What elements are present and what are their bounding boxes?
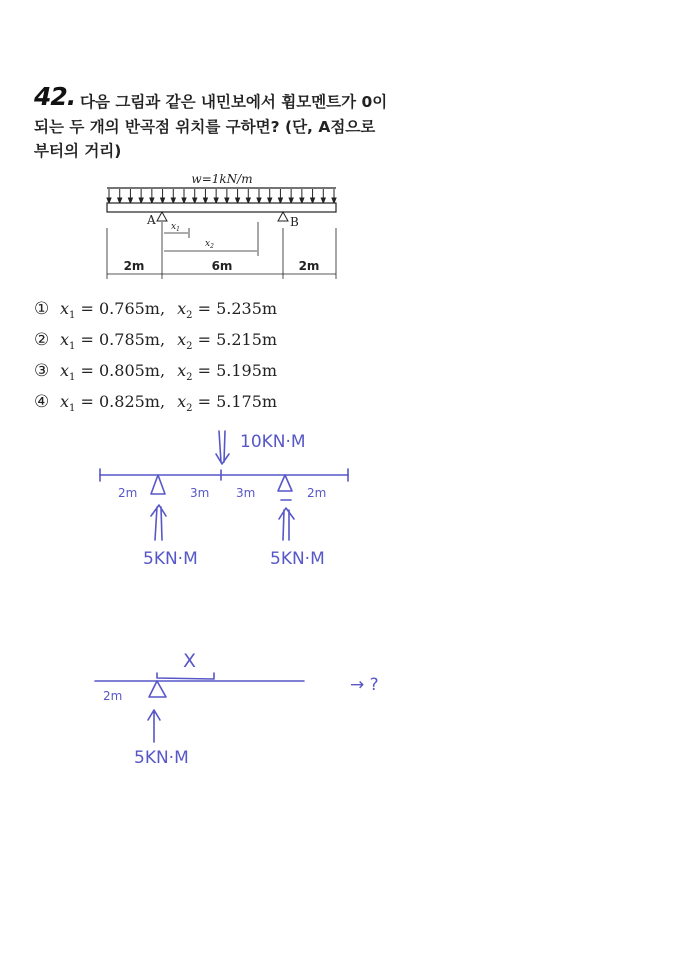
load-arrowhead <box>225 198 229 203</box>
question-line-3: 부터의 거리) <box>34 142 122 160</box>
load-arrowhead <box>171 198 175 203</box>
hw-reaction-a-arrow-icon <box>151 505 166 540</box>
hw-seg3: 3m <box>236 486 256 500</box>
sub-2: 2 <box>186 403 193 415</box>
comma: , <box>159 361 166 380</box>
hw-support-icon <box>149 681 166 697</box>
hw-seg4: 2m <box>307 486 327 500</box>
sub-1: 1 <box>69 372 76 384</box>
hw-load-arrow-icon <box>216 431 229 464</box>
equals: = <box>80 330 94 349</box>
support-b-label: B <box>290 215 299 229</box>
answer-option <box>34 390 277 421</box>
dim-right: 2m <box>298 259 320 273</box>
option-x1-value: 0.785m <box>99 330 160 349</box>
option-x2-value: 5.175m <box>216 392 278 411</box>
beam <box>107 203 336 212</box>
sub-2: 2 <box>186 372 193 384</box>
option-number: ④ <box>34 392 50 412</box>
option-number: ③ <box>34 361 50 381</box>
support-a-label: A <box>147 213 156 227</box>
load-arrowhead <box>332 198 336 203</box>
support-b-icon <box>278 212 288 221</box>
equals: = <box>197 392 211 411</box>
load-arrowhead <box>118 198 122 203</box>
option-number: ② <box>34 330 50 350</box>
hw-reaction-arrow-icon <box>148 710 160 742</box>
var-x: x <box>177 392 187 411</box>
load-arrowhead <box>289 198 293 203</box>
load-arrowhead <box>193 198 197 203</box>
sub-2: 2 <box>186 341 193 353</box>
load-arrowhead <box>257 198 261 203</box>
hw-top-load: 10KN·M <box>240 432 306 452</box>
support-a-icon <box>157 212 167 221</box>
load-arrowhead <box>246 198 250 203</box>
var-x: x <box>60 392 70 411</box>
hw-seg2: 3m <box>190 486 210 500</box>
hw-support-a-icon <box>151 475 165 494</box>
sub-2: 2 <box>186 310 193 322</box>
load-arrowhead <box>203 198 207 203</box>
load-arrowhead <box>139 198 143 203</box>
var-x: x <box>60 299 70 318</box>
load-arrowhead <box>182 198 186 203</box>
hw-support-b-icon <box>278 475 292 491</box>
load-arrowhead <box>150 198 154 203</box>
answer-option <box>34 297 277 328</box>
load-arrowhead <box>161 198 165 203</box>
sub-1: 1 <box>69 341 76 353</box>
var-x: x <box>177 361 187 380</box>
answer-option <box>34 359 277 390</box>
var-x: x <box>177 330 187 349</box>
question-number: 42. <box>34 82 76 111</box>
load-arrowhead <box>300 198 304 203</box>
hw-reaction-2: 5KN·M <box>134 748 189 768</box>
option-x2-value: 5.215m <box>216 330 278 349</box>
option-x1-value: 0.825m <box>99 392 160 411</box>
load-arrowhead <box>268 198 272 203</box>
hw-reaction-a: 5KN·M <box>143 549 198 569</box>
load-arrowhead <box>236 198 240 203</box>
equals: = <box>80 299 94 318</box>
option-x1-value: 0.765m <box>99 299 160 318</box>
comma: , <box>159 330 166 349</box>
hw-x-bracket <box>157 673 214 679</box>
dim-left: 2m <box>123 259 145 273</box>
sub-1: 1 <box>69 403 76 415</box>
option-number: ① <box>34 299 50 319</box>
load-arrowhead <box>311 198 315 203</box>
hw-seg-left: 2m <box>103 689 123 703</box>
option-x1-value: 0.805m <box>99 361 160 380</box>
hw-question: → ? <box>350 675 379 695</box>
hw-reaction-b: 5KN·M <box>270 549 325 569</box>
question-line-1: 다음 그림과 같은 내민보에서 휨모멘트가 0이 <box>80 93 388 111</box>
sub-1: 1 <box>69 310 76 322</box>
equals: = <box>80 392 94 411</box>
x2-label: $x_2$ <box>205 239 214 250</box>
load-arrowhead <box>214 198 218 203</box>
hw-seg1: 2m <box>118 486 138 500</box>
comma: , <box>159 299 166 318</box>
equals: = <box>80 361 94 380</box>
load-label: w=1kN/m <box>191 172 253 186</box>
var-x: x <box>177 299 187 318</box>
load-arrowhead <box>278 198 282 203</box>
answer-options <box>34 297 277 421</box>
equals: = <box>197 299 211 318</box>
load-arrowhead <box>321 198 325 203</box>
distributed-load-arrows <box>107 189 336 203</box>
equals: = <box>197 361 211 380</box>
answer-option <box>34 328 277 359</box>
option-x2-value: 5.195m <box>216 361 278 380</box>
equals: = <box>197 330 211 349</box>
var-x: x <box>60 361 70 380</box>
hw-x-label: X <box>183 650 197 672</box>
option-x2-value: 5.235m <box>216 299 278 318</box>
x1-label: $x_1$ <box>171 222 180 233</box>
load-arrowhead <box>107 198 111 203</box>
load-arrowhead <box>128 198 132 203</box>
handwritten-sketch-1 <box>100 431 348 569</box>
var-x: x <box>60 330 70 349</box>
dim-mid: 6m <box>211 259 233 273</box>
comma: , <box>159 392 166 411</box>
handwritten-sketch-2 <box>95 650 379 768</box>
hw-reaction-b-arrow-icon <box>279 508 294 540</box>
question-line-2: 되는 두 개의 반곡점 위치를 구하면? (단, A점으로 <box>34 118 376 136</box>
